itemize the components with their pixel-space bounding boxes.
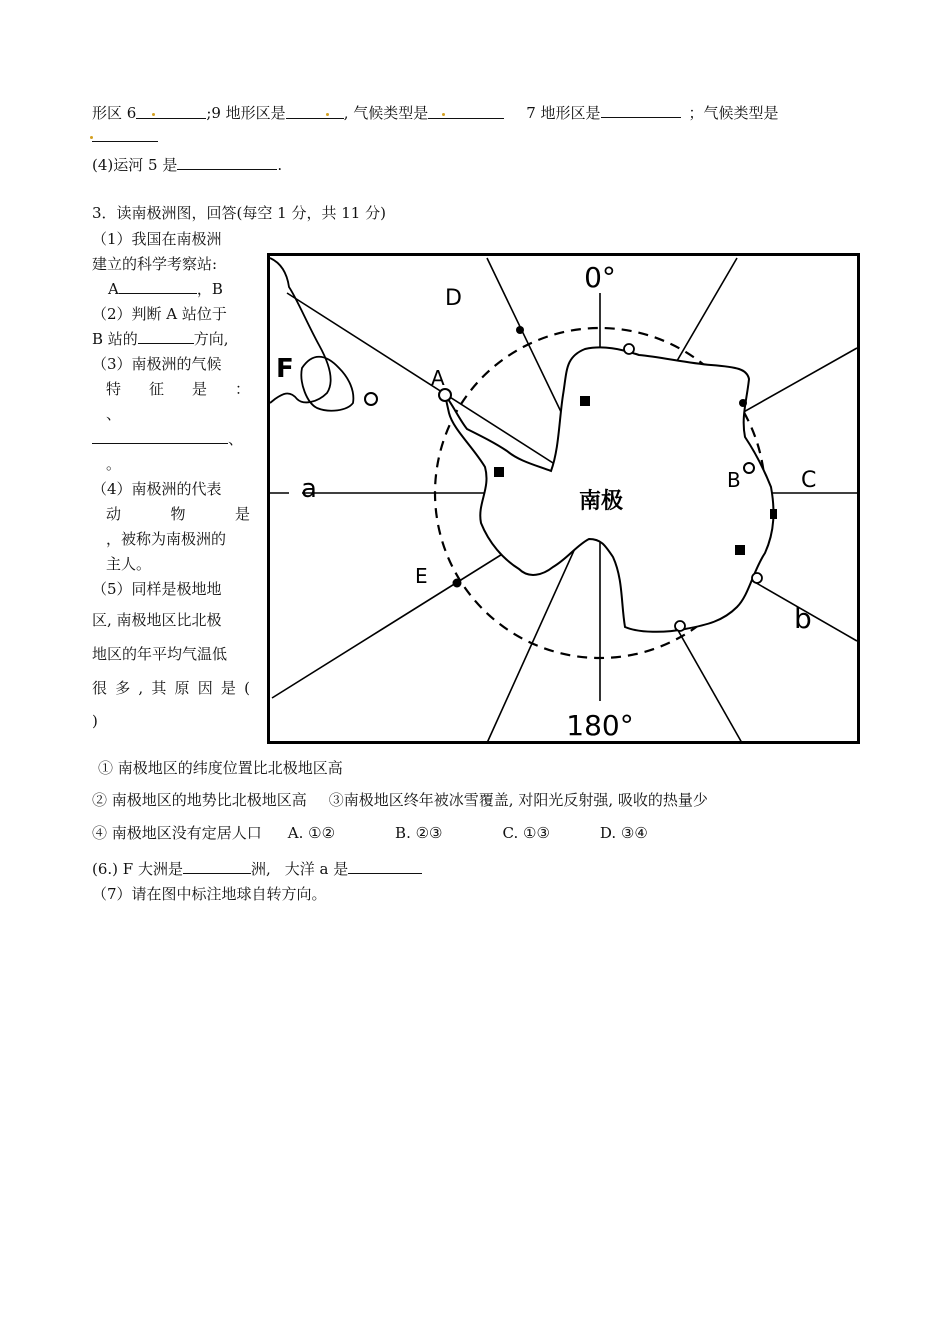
option-4-row: ④ 南极地区没有定居人口 A. ①② B. ②③ C. ①③ D. ③④ bbox=[92, 824, 648, 842]
label-d: D bbox=[445, 286, 462, 311]
choice-b[interactable]: B. ②③ bbox=[395, 824, 443, 842]
label-ocean-b: b bbox=[794, 602, 812, 635]
q2-line1: 形区 6 ;9 地形区是 , 气候类型是 7 地形区是 ；气候类型是 bbox=[92, 104, 779, 122]
q3-side-text: （1）我国在南极洲 建立的科学考察站: A ，B （2）判断 A 站位于 B 站的 方向, （3）南极洲的气候 特 征 是 ： 、 、 。 （4）南极洲的代表 动 物 是 ，被称为南极洲的 主人。 （5）同样是极地地 区, 南极地区比北极 地区的年平均气温低 很 多 , 其 原 因 是 ( ) bbox=[92, 230, 250, 730]
antarctica-map bbox=[267, 253, 861, 745]
q3-title: 3．读南极洲图，回答(每空 1 分，共 11 分) bbox=[92, 204, 386, 222]
station-marker bbox=[675, 621, 685, 631]
answer-blank[interactable] bbox=[601, 102, 681, 118]
label-south-pole: 南极 bbox=[578, 489, 624, 514]
option-2-3: ② 南极地区的地势比北极地区高 ③南极地区终年被冰雪覆盖, 对阳光反射强, 吸收的热量少 bbox=[92, 791, 708, 809]
answer-blank[interactable] bbox=[183, 858, 251, 874]
choice-d[interactable]: D. ③④ bbox=[599, 824, 648, 842]
label-0-degree: 0° bbox=[584, 261, 616, 294]
answer-blank[interactable] bbox=[92, 428, 228, 444]
q2-line2: (4)运河 5 是 . bbox=[92, 156, 283, 174]
station-marker bbox=[752, 573, 762, 583]
q3-s7: （7）请在图中标注地球自转方向。 bbox=[92, 885, 327, 903]
label-180-degree: 180° bbox=[566, 709, 634, 742]
station-marker bbox=[624, 344, 634, 354]
label-b-station: B bbox=[727, 468, 741, 492]
square-marker bbox=[735, 545, 745, 555]
station-a bbox=[439, 389, 451, 401]
label-c: C bbox=[801, 468, 817, 493]
choice-c[interactable]: C. ①③ bbox=[502, 824, 550, 842]
answer-blank[interactable] bbox=[92, 126, 158, 142]
label-ocean-a: a bbox=[301, 474, 317, 504]
label-f: F bbox=[276, 354, 294, 384]
answer-blank[interactable] bbox=[428, 103, 504, 119]
answer-blank[interactable] bbox=[136, 103, 206, 119]
label-a-station: A bbox=[431, 366, 445, 390]
square-marker bbox=[494, 467, 504, 477]
station-e bbox=[453, 579, 462, 588]
label-e: E bbox=[415, 564, 428, 588]
meridian-dot bbox=[516, 326, 524, 334]
square-marker bbox=[770, 509, 777, 519]
choice-a[interactable]: A. ①② bbox=[287, 824, 336, 842]
answer-blank[interactable] bbox=[348, 858, 422, 874]
station-b bbox=[744, 463, 754, 473]
q2-line1-cont bbox=[92, 126, 158, 146]
answer-blank[interactable] bbox=[177, 154, 277, 170]
q3-s6: (6.) F 大洲是 洲, 大洋 a 是 bbox=[92, 858, 422, 879]
option-1: ① 南极地区的纬度位置比北极地区高 bbox=[98, 759, 343, 777]
square-marker bbox=[580, 396, 590, 406]
answer-blank[interactable] bbox=[286, 103, 344, 119]
answer-blank[interactable] bbox=[119, 278, 197, 294]
answer-blank[interactable] bbox=[138, 328, 194, 344]
meridian-dot bbox=[739, 399, 747, 407]
